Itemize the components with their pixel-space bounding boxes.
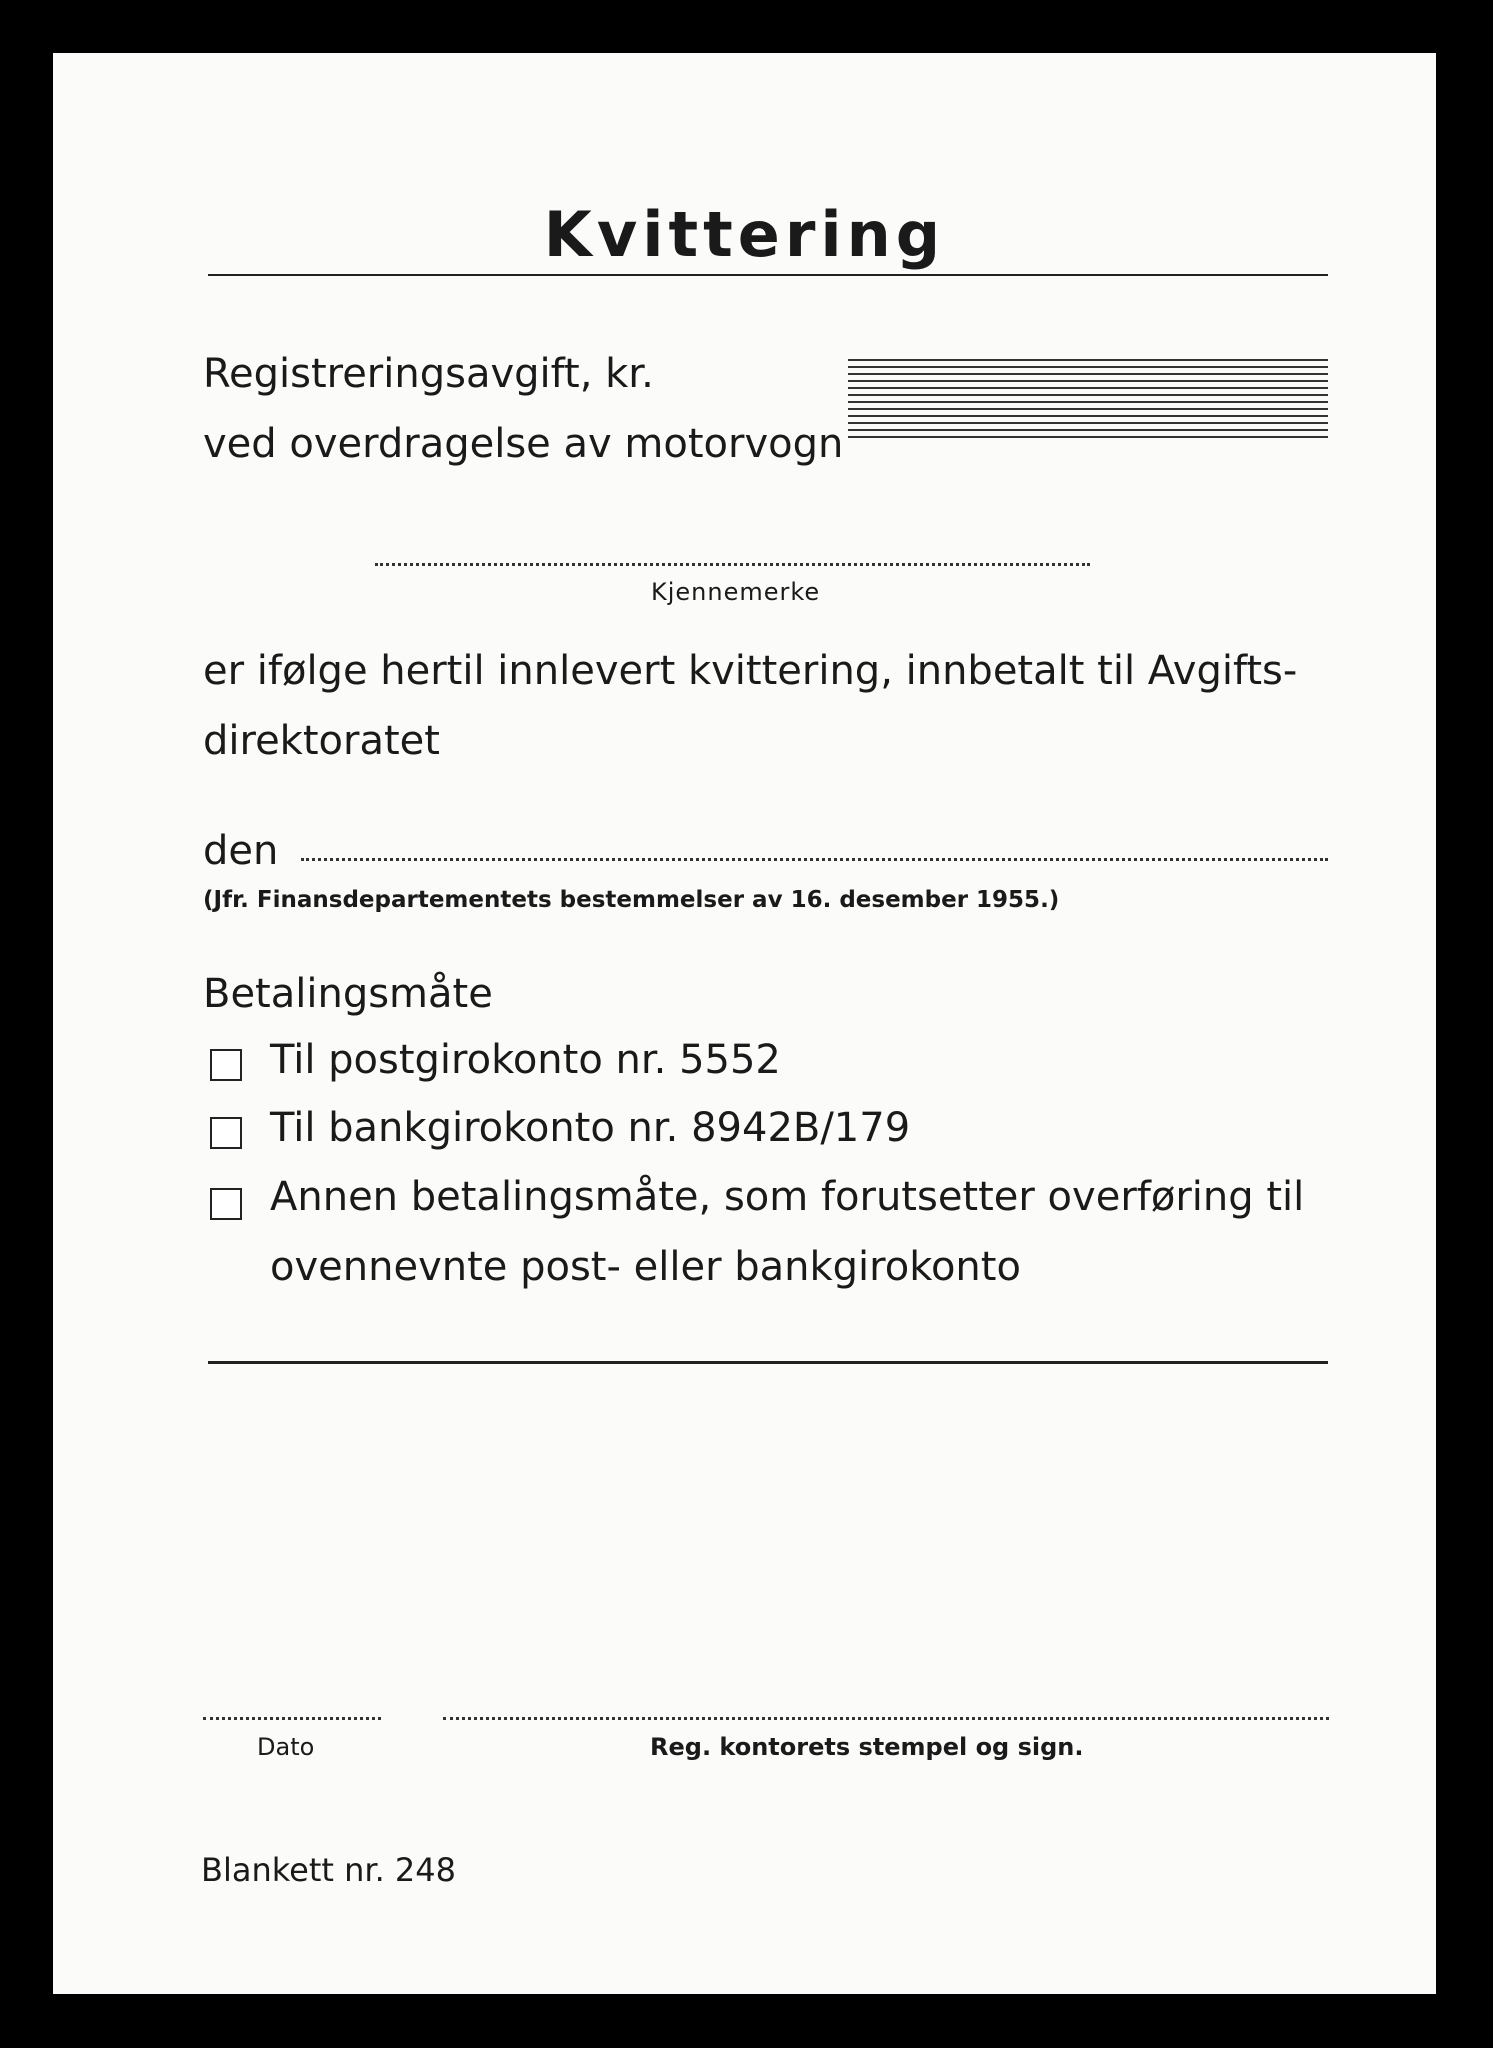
other-payment-option-label: Annen betalingsmåte, som forutsetter overføring til xyxy=(270,1174,1305,1220)
stamp-label: Reg. kontorets stempel og sign. xyxy=(650,1733,1084,1761)
plate-field[interactable] xyxy=(375,563,1090,566)
fee-label-line2: ved overdragelse av motorvogn xyxy=(203,421,844,467)
stamp-signature-field[interactable] xyxy=(443,1717,1329,1720)
plate-label: Kjennemerke xyxy=(651,578,821,606)
statement-line1: er ifølge hertil innlevert kvittering, innbetalt til Avgifts- xyxy=(203,648,1298,694)
postgiro-option-label: Til postgirokonto nr. 5552 xyxy=(270,1037,781,1083)
den-label: den xyxy=(203,828,279,874)
fee-label-line1: Registreringsavgift, kr. xyxy=(203,351,654,397)
receipt-form xyxy=(53,53,1436,1994)
form-title: Kvittering xyxy=(543,198,946,271)
bankgiro-option-label: Til bankgirokonto nr. 8942B/179 xyxy=(270,1105,911,1151)
other-payment-option-line2: ovennevnte post- eller bankgirokonto xyxy=(270,1244,1021,1290)
bankgiro-checkbox[interactable] xyxy=(210,1117,242,1149)
amount-hatched-box xyxy=(848,359,1328,449)
other-payment-checkbox[interactable] xyxy=(210,1188,242,1220)
statement-line2: direktoratet xyxy=(203,718,440,764)
den-date-field[interactable] xyxy=(301,858,1328,861)
form-number: Blankett nr. 248 xyxy=(201,1851,456,1889)
date-signature-field[interactable] xyxy=(203,1717,381,1720)
postgiro-checkbox[interactable] xyxy=(210,1049,242,1081)
title-divider xyxy=(208,274,1328,276)
date-label: Dato xyxy=(257,1733,315,1761)
bottom-divider xyxy=(208,1361,1328,1364)
payment-heading: Betalingsmåte xyxy=(203,971,493,1017)
reference-note: (Jfr. Finansdepartementets bestemmelser av 16. desember 1955.) xyxy=(203,887,1060,913)
